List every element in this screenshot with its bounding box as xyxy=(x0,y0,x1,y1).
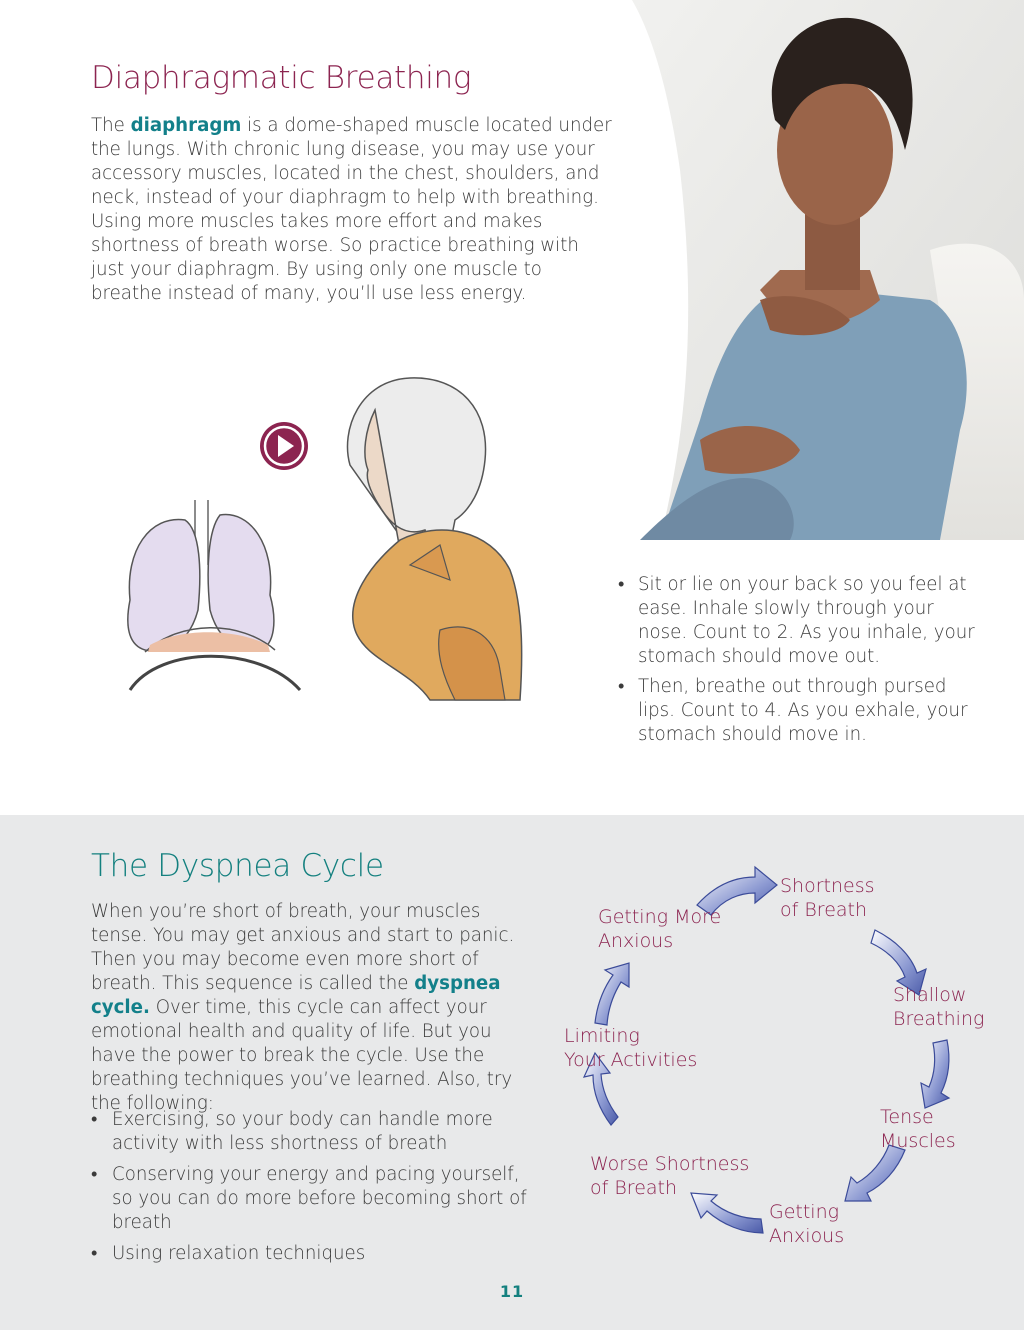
cycle-arrow-icon xyxy=(921,1040,949,1108)
section-title-diaphragmatic-breathing: Diaphragmatic Breathing xyxy=(91,60,472,96)
cycle-label-tense-muscles: Tense Muscles xyxy=(880,1106,956,1152)
cycle-label-limiting-activities: Limiting Your Activities xyxy=(564,1025,698,1071)
cycle-text-rest: Over time, this cycle can affect your emotional health and quality of life. But you have the power to break the cycle. Use the breathing techniques you’ve learned. Also, try the following: xyxy=(91,997,513,1114)
cycle-label-getting-more-anxious: Getting More Anxious xyxy=(598,906,722,952)
cycle-label-worse-shortness: Worse Shortness of Breath xyxy=(590,1153,750,1199)
list-item: • Exercising, so your body can handle more activity with less shortness of breath xyxy=(91,1108,541,1156)
suggestions-list xyxy=(91,1108,541,1273)
list-item: • Conserving your energy and pacing yourself, so you can do more before becoming short of breath xyxy=(91,1163,541,1235)
cycle-label-getting-anxious: Getting Anxious xyxy=(769,1201,845,1247)
cycle-label-shallow-breathing: Shallow Breathing xyxy=(893,984,985,1030)
section-title-dyspnea-cycle: The Dyspnea Cycle xyxy=(91,848,384,884)
list-item: • Using relaxation techniques xyxy=(91,1242,541,1266)
keyword-diaphragm: diaphragm xyxy=(130,115,242,136)
play-video-icon[interactable] xyxy=(258,420,310,472)
intro-text-rest: is a dome-shaped muscle located under the lungs. With chronic lung disease, you may use your accessory muscles, located in the chest, shoulders, and neck, instead of your diaphragm to help with breathing. Using more muscles takes more effort and makes shortness of breath worse. So practice breathing with just your diaphragm. By using only one muscle to breathe instead of many, you’ll use less energy. xyxy=(91,115,612,304)
dyspnea-cycle-diagram xyxy=(555,855,1015,1255)
cycle-arrow-icon xyxy=(595,963,629,1025)
list-item: • Then, breathe out through pursed lips. Count to 4. As you exhale, your stomach should move in. xyxy=(618,675,978,747)
intro-text-start: The xyxy=(91,115,131,136)
breathing-steps-list xyxy=(618,573,978,753)
keyword-dyspnea-cycle: dyspnea cycle. xyxy=(91,973,501,1018)
diaphragm-intro-paragraph xyxy=(91,114,616,306)
page-number: 11 xyxy=(499,1282,525,1301)
cycle-label-shortness-of-breath: Shortness of Breath xyxy=(780,875,875,921)
cycle-arrow-icon xyxy=(845,1145,905,1201)
dyspnea-intro-paragraph xyxy=(91,900,531,1116)
cycle-text-start: When you’re short of breath, your muscles tense. You may get anxious and start to panic. Then you may become even more short of breath. This sequence is called the xyxy=(91,901,515,994)
diaphragm-illustration xyxy=(110,370,530,725)
list-item: • Sit or lie on your back so you feel at ease. Inhale slowly through your nose. Count to 2. As you inhale, your stomach should move out. xyxy=(618,573,978,669)
